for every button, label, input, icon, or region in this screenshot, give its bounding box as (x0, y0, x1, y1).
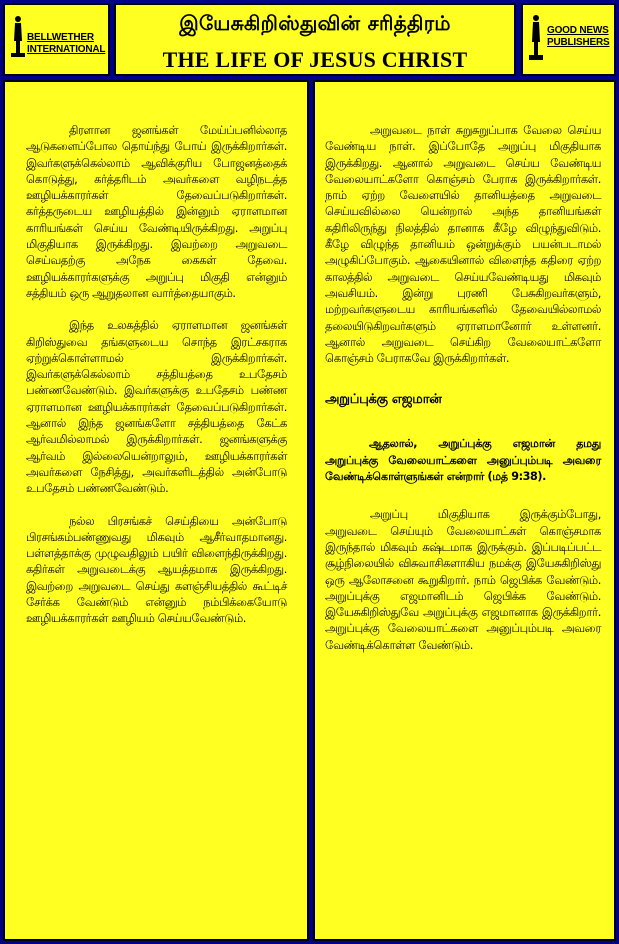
bellwether-logo-line2: INTERNATIONAL (27, 44, 106, 55)
left-paragraph-3: நல்ல பிரசங்கச் செய்தியை அன்போடு பிரசங்கம்பண்ணுவது மிகவும் ஆசீர்வாதமானது. பள்ளத்தாக்கு முழுவதிலும் பயிர் விளைந்திருக்கிறது. கதிர்கள் அறுவடைக்கு ஆயத்தமாக இருக்கிறது. இவற்றை அறுவடை செய்து களஞ்சியத்தில் கூட்டிச் சேர்க்க வேண்டும் என்னும் நம்பிக்கையோடு ஊழியக்காரர்கள் ஊழியம் செய்யவேண்டும். (26, 513, 287, 626)
right-paragraph-1: அறுவடை நாள் சுறுசுறுப்பாக வேலை செய்ய வேண்டிய நாள். இப்போதே அறுப்பு மிகுதியாக இருக்கிறது. ஆனால் அறுவடை செய்ய வேண்டிய வேலையாட்களோ கொஞ்சம் பேராக இருக்கிறார்கள். நாம் ஏற்ற வேளையில் தானியத்தை அறுவடை செய்யவில்லை யென்றால் அந்த தானியங்கள் கதிரிலிருந்து நிலத்தில் தானாக கீழே விழுந்துவிடும். கீழே விழுந்த தானியம் ஒன்றுக்கும் பயன்படாமல் அழுகிப்போகும். ஆகையினால் விளைந்த கதிரை ஏற்ற காலத்தில் அறுவடை செய்யவேண்டியது மிகவும் அவசியம். இன்று புரணி பேசுகிறவர்களும், மற்றவர்களுடைய காரியங்களில் தேவையில்லாமல் தலையிடுகிறவர்களும் ஏராளமானோர் உள்ளனர். ஆனால் அறுவடை செய்கிற வேலையாட்களோ கொஞ்சம் பேராகவே இருக்கிறார்கள். (325, 123, 601, 366)
good-news-logo (521, 3, 616, 76)
left-paragraph-1: திரளான ஜனங்கள் மேய்ப்பனில்லாத ஆடுகளைப்போல தொய்ந்து போய் இருக்கிறார்கள். இவர்களுக்கெல்லாம் ஆவிக்குரிய போஜனத்தைக் கொடுத்து, கர்த்தரிடம் அவர்களை வழிநடத்த ஊழியக்காரர்கள் தேவைப்படுகிறார்கள். கர்த்தருடைய ஊழியத்தில் இன்னும் ஏராளமான காரியங்கள் செய்ய வேண்டியிருக்கிறது. அறுப்பு மிகுதியாக இருக்கிறது. இவற்றை அறுவடை செய்வதற்கு அநேக கைகள் தேவை. ஊழியக்காரர்களுக்கு அறுப்பு மிகுதி என்னும் சத்தியம் ஒரு ஆறுதலான வார்த்தையாகும். (26, 123, 287, 300)
title-box (114, 3, 516, 76)
tamil-title: இயேசுகிறிஸ்துவின் சரித்திரம் (179, 11, 451, 35)
bellwether-logo-text (27, 32, 105, 56)
left-column (3, 80, 309, 941)
right-paragraph-2: அறுப்பு மிகுதியாக இருக்கும்போது, அறுவடை செய்யும் வேலையாட்கள் கொஞ்சமாக இருந்தால் மிகவும் கஷ்டமாக இருக்கும். இப்படிப்பட்ட சூழ்நிலையில் விசுவாசிகளாகிய நமக்கு இயேசுகிறிஸ்து ஒரு ஆலோசனை கூறுகிறார். நாம் ஜெபிக்க வேண்டும். அறுப்புக்கு எஜமானிடம் ஜெபிக்க வேண்டும். இயேசுகிறிஸ்துவே அறுப்புக்கு எஜமானாக இருக்கிறார். அறுப்புக்கு வேலையாட்களை அனுப்பும்படி அவரை வேண்டிக்கொள்ள வேண்டும். (325, 507, 601, 652)
left-paragraph-2: இந்த உலகத்தில் ஏராளமான ஜனங்கள் கிறிஸ்துவை தங்களுடைய சொந்த இரட்சகராக ஏற்றுக்கொள்ளாமல் இருக்கிறார்கள். இவர்களுக்கெல்லாம் சத்தியத்தை உபதேசம் பண்ணவேண்டும். இவர்களுக்கு உபதேசம் பண்ண ஏராளமான ஊழியக்காரர்கள் தேவைப்படுகிறார்கள். ஆனால் இந்த ஜனங்களோ சத்தியத்தை கேட்க ஆர்வமில்லாமல் இருக்கிறார்கள். ஜனங்களுக்கு ஆர்வம் இல்லையென்றாலும், ஊழியக்காரர்கள் அவர்களை நேசித்து, அவர்களிடத்தில் அன்போடு உபதேசம் பண்ணவேண்டும். (26, 318, 287, 496)
good-news-logo-text (547, 25, 609, 49)
bellwether-logo-line1: BELLWETHER (27, 32, 94, 43)
bellwether-figure-icon (11, 15, 25, 57)
section-subheading: அறுப்புக்கு எஜமான் (325, 392, 442, 408)
good-news-logo-line2: PUBLISHERS (547, 37, 610, 48)
good-news-logo-line1: GOOD NEWS (547, 25, 609, 36)
english-title: THE LIFE OF JESUS CHRIST (162, 47, 468, 72)
scripture-verse: ஆதலால், அறுப்புக்கு எஜமான் தமது அறுப்புக்கு வேலையாட்களை அனுப்பும்படி அவரை வேண்டிக்கொள்ளுங்கள் என்றார் (மத் 9:38). (325, 437, 601, 484)
right-column (313, 80, 616, 941)
publisher-figure-icon (529, 14, 543, 60)
bellwether-logo (3, 3, 110, 76)
page-header (0, 0, 619, 81)
